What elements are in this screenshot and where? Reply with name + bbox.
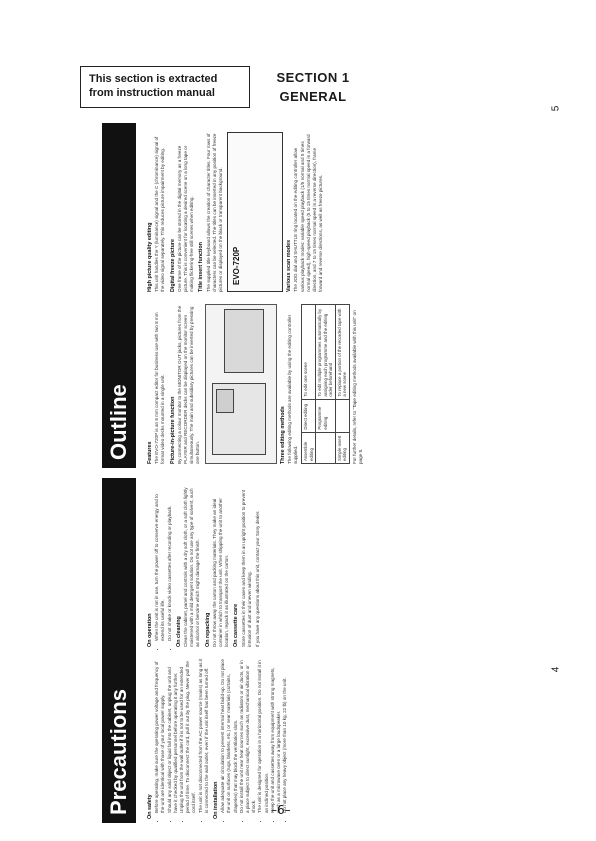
list-item: • Keep the unit and cassettes away from equipment with strong magnets, such as a microwave oven or a large loudspeaker. — [270, 659, 282, 813]
table-cell: Direct editing — [302, 399, 316, 432]
freeze-heading: Digital freeze picture — [169, 238, 176, 292]
table-row — [335, 305, 349, 464]
list-item: • The unit is not disconnected from the AC power source (mains) as long as it is connected to the wall outlet, even if the unit itself has been turned off. — [198, 659, 210, 813]
table-row — [316, 305, 336, 464]
section-heading — [270, 68, 356, 106]
table-cell: Assemble editing — [302, 432, 316, 463]
list-item: • Unplug the unit from the wall outlet if it is not to be used for an extended period of time. To disconnect the cord, pull it out by the plug. Never pull the cord itself. — [179, 659, 198, 813]
scan-modes-heading: Various scan modes — [286, 239, 293, 292]
features-text: The EVO-720P is an 8 mm compact editor for business use with two 8 mm format video decks mounted in a single unit. — [154, 312, 166, 464]
list-item: • Before operating, make sure the operating power voltage and frequency of the unit are identical with those of your local power supply. — [154, 659, 166, 813]
editor-deck-illustration — [224, 309, 264, 373]
precautions-column-2 — [144, 487, 263, 647]
installation-heading: On installation — [213, 781, 220, 819]
table-row — [302, 305, 316, 464]
cleaning-text: Clean the cabinet, panel and controls with a dry soft cloth, or a soft cloth lightly moistened with a mild detergent solution. Do not use any type of solvent, such as alcohol or benzine which might damage the finish. — [183, 487, 201, 647]
pip-text: By connecting a colour monitor to the MONITOR OUT jacks, pictures from the PLAYER and RECORDER decks can be displayed on the monitor screen simultaneously. The main and subsidiary pictures can be inverted by pressing one button. — [176, 305, 201, 464]
hq-editing-heading: High picture quality editing — [147, 222, 153, 292]
scan-modes-text: The JOG dial and SHUTTLE ring located on the editing controller allow various playback modes: variable speed playback (1/5 normal and 5 times normal speed), high-speed playback (5 to 15 times normal speed in a forward direction, and 7 to 15 times normal speed in a reverse direction), frame forward and reverse directions, as well as freeze pictures. — [293, 134, 324, 292]
operation-list — [154, 487, 173, 647]
extract-notice-text: This section is extracted from instruction manual — [89, 73, 218, 99]
editing-footnote: For further details, refer to "Tape editing methods available with this unit" on page 8. — [351, 310, 363, 464]
precautions-page — [102, 478, 532, 823]
list-item: • The unit is designed for operation in a horizontal position. Do not install it in an inclined position. — [257, 659, 269, 813]
outline-page — [102, 123, 532, 468]
hq-editing-text: This unit handles the Y (luminance) signal and the C (chrominance) signal of the video signal separately. This reduces picture impairment by editing. — [154, 136, 166, 292]
section-number: SECTION 1 — [276, 70, 350, 85]
page-number: –6– — [271, 803, 291, 817]
cassette-care-text: Store cassettes in their cases and keep them in an upright position to prevent intrusion of dust and uneven winding. — [240, 489, 252, 647]
installation-list — [220, 659, 288, 819]
sub-picture-illustration — [216, 389, 234, 413]
table-cell: Simple insert editing — [335, 432, 349, 463]
extract-notice-box — [80, 66, 250, 108]
pip-heading: Picture-in-picture function — [169, 396, 176, 464]
table-cell: To edit multiple programmes automatically by assigning each programme and the editing order beforehand — [316, 305, 336, 400]
title-insert-text: The supplied title keyboard allows the creation of character titles. Four rows of characters can be selected. The titles can be inserted in any position of freeze pictures or displayed on the black or transparent background. — [205, 133, 224, 292]
table-cell — [335, 399, 349, 432]
outline-column-1 — [144, 304, 366, 464]
list-item: • Do not shake or knock video cassettes after recording or playback. — [167, 487, 173, 641]
editing-methods-table — [301, 304, 350, 464]
rotated-manual-pages — [102, 123, 532, 823]
table-cell: To edit one scene — [302, 305, 316, 400]
editing-methods-text: The following editing methods are available by using the editing controller supplied. — [286, 314, 299, 464]
list-item: • Do not place any heavy object (more than 10 kg, 22 lb) on the unit. — [282, 659, 288, 813]
repacking-text: Do not throw away the carton and packing materials. They make an ideal container in which to transport the unit. When shipping the unit to another location, repack it as illustrated on the carton. — [211, 498, 230, 647]
title-insert-heading: Title insert function — [198, 242, 205, 292]
list-item: • Do not install the unit near heat sources such as radiators or air ducts, or in a place subject to direct sunlight, excessive dust, mechanical vibration or shock. — [239, 659, 258, 813]
deck-label: EVO-720P — [232, 246, 242, 285]
outline-title: Outline — [102, 123, 136, 468]
list-item: • Allow adequate air circulation to prevent internal heat build-up. Do not place the unit on surfaces (rugs, blankets, etc.) or near materials (curtains, draperies) that may block the ventilation slots. — [220, 659, 239, 813]
features-heading: Features — [147, 441, 153, 464]
repacking-heading: On repacking — [204, 612, 211, 647]
precautions-column-1 — [144, 659, 290, 819]
corner-page-marker-4: 4 — [550, 666, 562, 673]
safety-heading: On safety — [147, 794, 153, 819]
list-item: • Should any solid object or liquid fall into the cabinet, unplug the unit and have it checked by qualified personnel before operating it any further. — [167, 659, 179, 813]
cleaning-heading: On cleaning — [175, 616, 182, 647]
outline-column-2 — [144, 132, 326, 292]
table-cell: Programme editing — [316, 399, 336, 432]
contact-text: If you have any questions about this unit, contact your Sony dealer. — [255, 510, 261, 647]
list-item: • When the unit is not in use, turn the power off to conserve energy and to extend its useful life. — [154, 487, 166, 641]
operation-heading: On operation — [147, 613, 153, 647]
precautions-title: Precautions — [102, 478, 136, 823]
table-cell: To replace a portion of the recorded tape with a new scene — [335, 305, 349, 400]
section-title: GENERAL — [279, 89, 347, 104]
safety-list — [154, 659, 210, 819]
freeze-text: One frame of the picture can be stored in the digital memory as a freeze picture. This is convenient for locating a desired scene on a long tape or making flickering-free still scenes when editing. — [176, 145, 195, 292]
editing-methods-heading: Three editing methods — [279, 406, 286, 464]
cassette-care-heading: On cassette care — [233, 603, 240, 647]
table-cell — [316, 432, 336, 463]
corner-page-marker-5: 5 — [550, 105, 562, 112]
pip-illustration — [205, 304, 277, 464]
evo-720p-illustration — [227, 132, 283, 292]
